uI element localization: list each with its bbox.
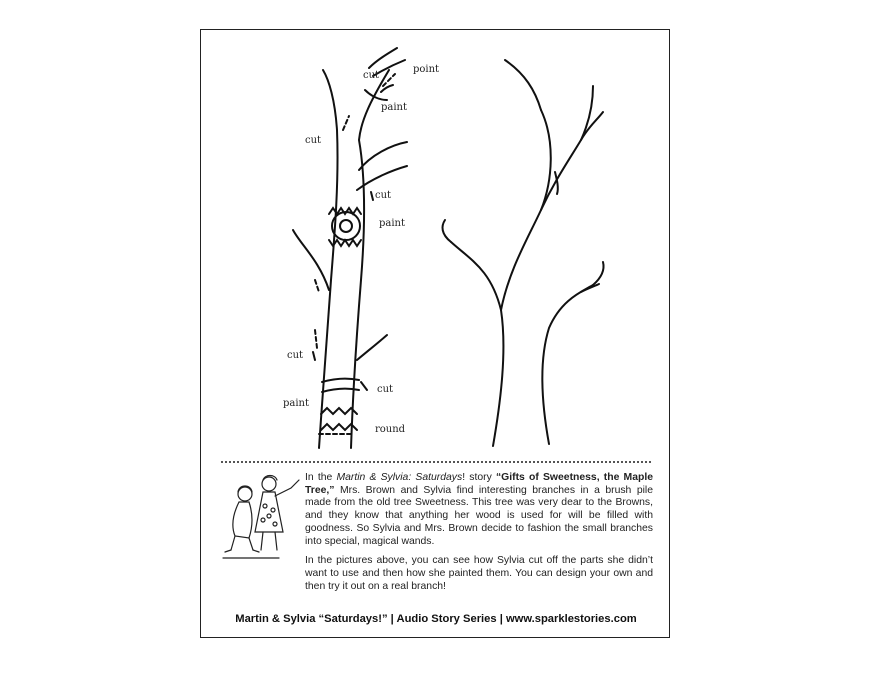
coloring-sheet [200,29,670,638]
series-title: Martin & Sylvia: Saturdays [336,472,463,483]
label-cut-low-right: cut [377,384,394,395]
label-cut-low-left: cut [287,350,304,361]
label-paint-1: paint [381,102,408,113]
label-cut-left: cut [305,135,322,146]
footer-credit: Martin & Sylvia “Saturdays!” | Audio Story Series | www.sparklestories.com [235,613,637,625]
label-cut-top: cut [363,70,380,81]
label-round: round [375,424,406,435]
branch-illustrations [201,30,671,460]
story-title: “Gifts of Sweetness, the Maple Tree,” [305,472,653,496]
label-cut-mid: cut [375,190,392,201]
label-paint-2: paint [379,218,406,229]
story-description [305,472,653,600]
martin-and-sylvia-illustration [219,470,303,562]
label-paint-3: paint [283,398,310,409]
description-paragraph-2: In the pictures above, you can see how Sylvia cut off the parts she didn’t want to use and then how she painted them. You can design your own and then try it out on a real branch! [305,555,653,592]
plain-branch-drawing [443,60,604,446]
label-point: point [413,64,440,75]
dotted-divider [221,461,651,463]
description-paragraph-1: In the Martin & Sylvia: Saturdays! story “Gifts of Sweetness, the Maple Tree,” Mrs. Brown and Sylvia find interesting branches in a brush pile made from the old tree Sweetness. This tree was very dear to the Browns, and they know that anything her wood is used for will be filled with goodness. So Sylvia and Mrs. Brown decide to fashion the small branches into special, magical wands. [305,472,653,547]
